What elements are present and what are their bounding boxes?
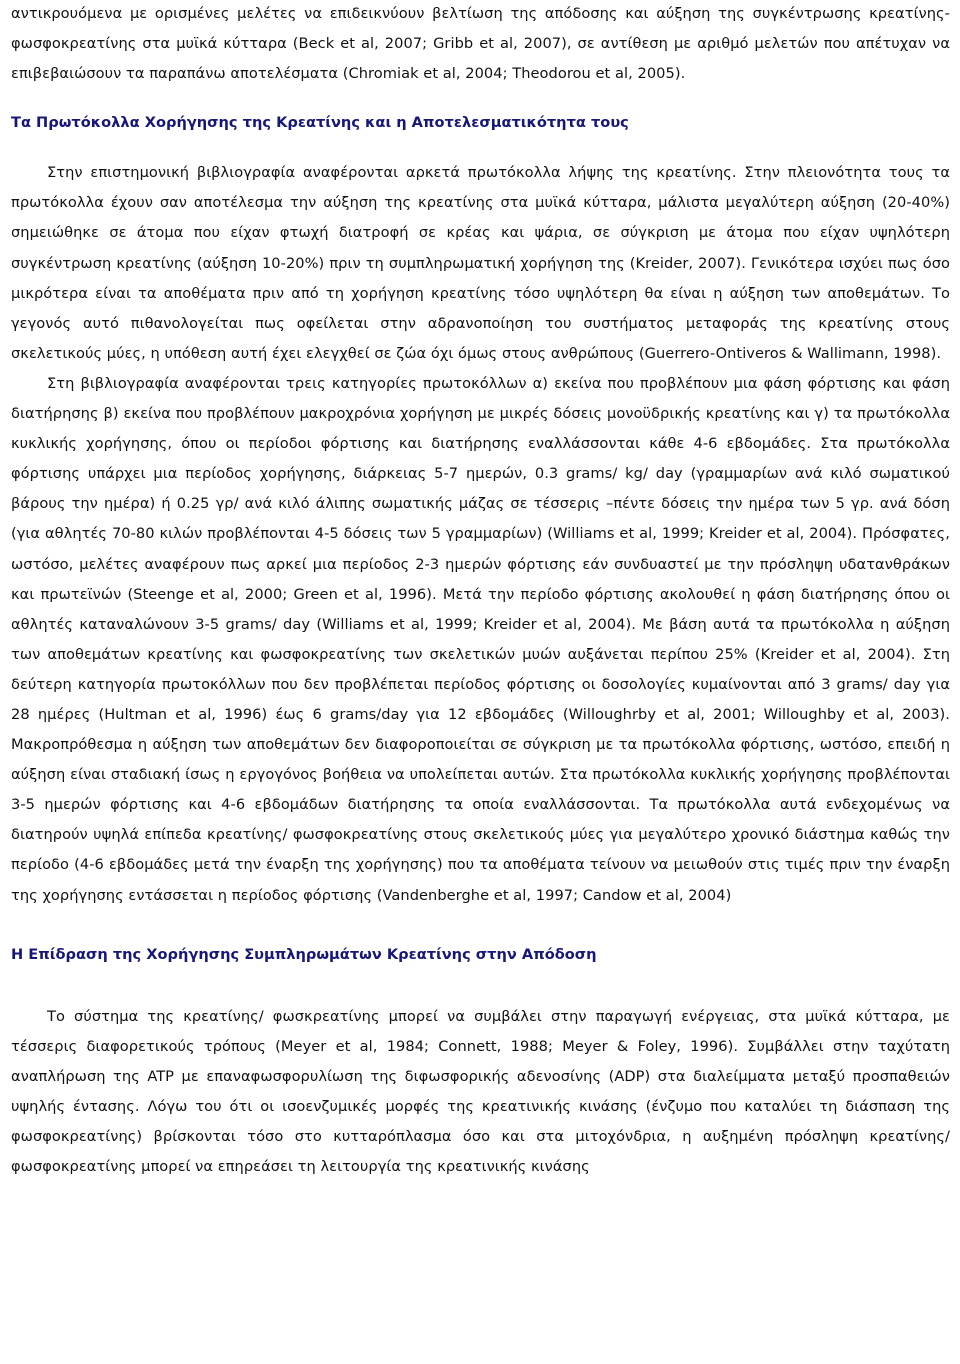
section-heading-performance-effect: Η Επίδραση της Χορήγησης Συμπληρωμάτων Κρεατίνης στην Απόδοση	[11, 945, 597, 963]
protocols-paragraph-2: Στη βιβλιογραφία αναφέρονται τρεις κατηγορίες πρωτοκόλλων α) εκείνα που προβλέπουν μια φάση φόρτισης και φάση διατήρησης β) εκείνα που προβλέπουν μακροχρόνια χορήγηση με μικρές δόσεις μονοϋδρικής κρεατίνης και γ) τα πρωτόκολλα κυκλικής χορήγησης, όπου οι περίοδοι φόρτισης και διατήρησης εναλλάσσονται κάθε 4-6 εβδομάδες. Στα πρωτόκολλα φόρτισης υπάρχει μια περίοδος χορήγησης, διάρκειας 5-7 ημερών, 0.3 grams/ kg/ day (γραμμαρίων ανά κιλό σωματικού βάρους την ημέρα) ή 0.25 γρ/ ανά κιλό άλιπης σωματικής μάζας σε τέσσερις –πέντε δόσεις την ημέρα των 5 γρ. ανά δόση (για αθλητές 70-80 κιλών προβλέπονται 4-5 δόσεις των 5 γραμμαρίων) (Williams et al, 1999; Kreider et al, 2004). Πρόσφατες, ωστόσο, μελέτες αναφέρουν πως αρκεί μια περίοδος 2-3 ημερών φόρτισης εάν συνδυαστεί με την πρόσληψη υδατανθράκων και πρωτεϊνών (Steenge et al, 2000; Green et al, 1996). Μετά την περίοδο φόρτισης ακολουθεί η φάση διατήρησης όπου οι αθλητές καταναλώνουν 3-5 grams/ day (Williams et al, 1999; Kreider et al, 2004). Με βάση αυτά τα πρωτόκολλα η αύξηση των αποθεμάτων κρεατίνης και φωσφοκρεατίνης των σκελετικών μυών αυξάνεται περίπου 25% (Kreider et al, 2004). Στη δεύτερη κατηγορία πρωτοκόλλων που δεν προβλέπεται περίοδος φόρτισης οι δοσολογίες κυμαίνονται από 3 grams/ day για 28 ημέρες (Hultman et al, 1996) έως 6 grams/day για 12 εβδομάδες (Willoughrby et al, 2001; Willoughby et al, 2003). Μακροπρόθεσμα η αύξηση των αποθεμάτων δεν διαφοροποιείται σε σύγκριση με τα πρωτόκολλα φόρτισης, ωστόσο, επειδή η αύξηση είναι σταδιακή ίσως η εργογόνος βοήθεια να υπολείπεται αυτών. Στα πρωτόκολλα κυκλικής χορήγησης προβλέπονται 3-5 ημερών φόρτισης και 4-6 εβδομάδων διατήρησης τα οποία εναλλάσσονται. Τα πρωτόκολλα αυτά ενδεχομένως να διατηρούν υψηλά επίπεδα κρεατίνης/ φωσφοκρεατίνης στους σκελετικούς μύες για μεγαλύτερο χρονικό διάστημα καθώς την περίοδο (4-6 εβδομάδες μετά την έναρξη της χορήγησης) που τα αποθέματα τείνουν να μειωθούν στις τιμές πριν την έναρξη της χορήγησης εντάσσεται η περίοδος φόρτισης (Vandenberghe et al, 1997; Candow et al, 2004)	[11, 374, 950, 904]
performance-paragraph-1: Το σύστημα της κρεατίνης/ φωσκρεατίνης μπορεί να συμβάλει στην παραγωγή ενέργειας, στα μυϊκά κύτταρα, με τέσσερις διαφορετικούς τρόπους (Meyer et al, 1984; Connett, 1988; Meyer & Foley, 1996). Συμβάλλει στην ταχύτατη αναπλήρωση της ATP με επαναφωσφορυλίωση της διφωσφορικής αδενοσίνης (ADP) στα διαλείμματα μεταξύ προσπαθειών υψηλής έντασης. Λόγω του ότι οι ισοενζυμικές μορφές της κρεατινικής κινάσης (ένζυμο που καταλύει τη διάσπαση της φωσφοκρεατίνης) βρίσκονται τόσο στο κυτταρόπλασμα όσο και στα μιτοχόνδρια, η αυξημένη πρόσληψη κρεατίνης/ φωσφοκρεατίνης μπορεί να επηρεάσει τη λειτουργία της κρεατινικής κινάσης	[11, 1007, 950, 1176]
intro-paragraph: αντικρουόμενα με ορισμένες μελέτες να επιδεικνύουν βελτίωση της απόδοσης και αύξηση της συγκέντρωσης κρεατίνης- φωσφοκρεατίνης στα μυϊκά κύτταρα (Beck et al, 2007; Gribb et al, 2007), σε αντίθεση με αριθμό μελετών που απέτυχαν να επιβεβαιώσουν τα παραπάνω αποτελέσματα (Chromiak et al, 2004; Theodorou et al, 2005).	[11, 5, 950, 83]
section-heading-creatine-protocols: Τα Πρωτόκολλα Χορήγησης της Κρεατίνης και η Αποτελεσματικότητα τους	[11, 114, 629, 132]
protocols-paragraph-1: Στην επιστημονική βιβλιογραφία αναφέρονται αρκετά πρωτόκολλα λήψης της κρεατίνης. Στην πλειονότητα τους τα πρωτόκολλα έχουν σαν αποτέλεσμα την αύξηση της κρεατίνης στα μυϊκά κύτταρα, μάλιστα μεγαλύτερη αύξηση (20-40%) σημειώθηκε σε άτομα που είχαν φτωχή διατροφή σε κρέας και ψάρια, σε σύγκριση με άτομα που είχαν υψηλότερη συγκέντρωση κρεατίνης (αύξηση 10-20%) πριν τη συμπληρωματική χορήγηση της (Kreider, 2007). Γενικότερα ισχύει πως όσο μικρότερα είναι τα αποθέματα πριν από τη χορήγηση κρεατίνης τόσο υψηλότερη θα είναι η αύξηση των αποθεμάτων. Το γεγονός αυτό πιθανολογείται πως οφείλεται στην αδρανοποίηση του συστήματος μεταφοράς της κρεατίνης στους σκελετικούς μύες, η υπόθεση αυτή έχει ελεγχθεί σε ζώα όχι όμως στους ανθρώπους (Guerrero-Ontiveros & Wallimann, 1998).	[11, 164, 950, 362]
